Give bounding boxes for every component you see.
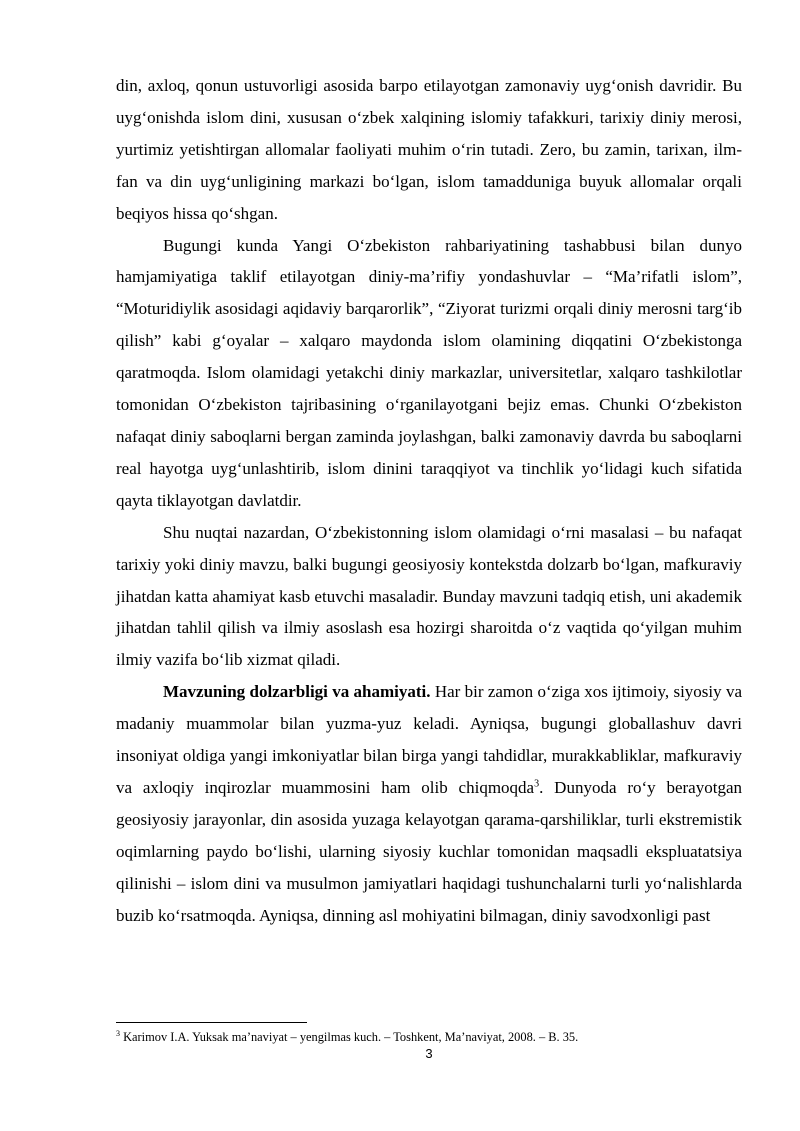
paragraph-3: Shu nuqtai nazardan, O‘zbekistonning islom olamidagi o‘rni masalasi – bu nafaqat tarixiy yoki diniy mavzu, balki bugungi geosiyosiy kontekstda dolzarb bo‘lgan, mafkuraviy jihatdan katta ahamiyat kasb etuvchi masaladir. Bunday mavzuni tadqiq etish, uni akademik jihatdan tahlil qilish va ilmiy asoslash esa hozirgi sharoitda o‘z vaqtida qo‘yilgan muhim ilmiy vazifa bo‘lib xizmat qiladi. [116, 522, 742, 670]
paragraph-1: din, axloq, qonun ustuvorligi asosida barpo etilayotgan zamonaviy uyg‘onish davridir. Bu uyg‘onishda islom dini, xususan o‘zbek xalqining islomiy tafakkuri, tarixiy diniy merosi, yurtimiz yetishtirgan allomalar faoliyati muhim o‘rin tutadi. Zero, bu zamin, tarixan, ilm-fan va din uyg‘unligining markazi bo‘lgan, islom tamadduniga buyuk allomalar orqali beqiyos hissa qo‘shgan. [116, 76, 742, 223]
paragraph-4-text-a: Har bir zamon o‘ziga xos ijtimoiy, siyosiy va madaniy muammolar bilan yuzma-yuz keladi. Ayniqsa, bugungi globallashuv davri insoniyat oldiga yangi imkoniyatlar bilan birga yangi tahdidlar, murakkabliklar, mafkuraviy va axloqiy inqirozlar muammosini ham olib chiqmoqda [116, 682, 743, 797]
body-text [116, 70, 742, 931]
section-heading: Mavzuning dolzarbligi va ahamiyati. [163, 682, 431, 702]
paragraph-2: Bugungi kunda Yangi O‘zbekiston rahbariyatining tashabbusi bilan dunyo hamjamiyatiga taklif etilayotgan diniy-ma’rifiy yondashuvlar – “Ma’rifatli islom”, “Moturidiylik asosidagi aqidaviy barqarorlik”, “Ziyorat turizmi orqali diniy merosni targ‘ib qilish” kabi g‘oyalar – xalqaro maydonda islom olamining diqqatini O‘zbekistonga qaratmoqda. Islom olamidagi yetakchi diniy markazlar, universitetlar, xalqaro tashkilotlar tomonidan O‘zbekiston tajribasining o‘rganilayotgani bejiz emas. Chunki O‘zbekiston nafaqat diniy saboqlarni bergan zaminda joylashgan, balki zamonaviy davrda bu saboqlarni real hayotga uyg‘unlashtirib, islom dinini taraqqiyot va tinchlik yo‘lidagi kuch sifatida qayta tiklayotgan davlatdir. [116, 235, 742, 510]
footnote-number: 3 [116, 1028, 120, 1038]
footnote-divider [116, 1022, 307, 1023]
footnote-reference: 3 [534, 778, 540, 790]
footnote-text: Karimov I.A. Yuksak ma’naviyat – yengilmas kuch. – Toshkent, Ma’naviyat, 2008. – B. 35. [120, 1030, 579, 1044]
footnote [116, 1030, 742, 1045]
paragraph-4-text-b: . Dunyoda ro‘y berayotgan geosiyosiy jarayonlar, din asosida yuzaga kelayotgan qarama-qarshiliklar, turli ekstremistik oqimlarning paydo bo‘lishi, ularning siyosiy kuchlar tomonidan maqsadli ekspluatatsiya qilinishi – islom dini va musulmon jamiyatlari haqidagi tushunchalarni turli yo‘nalishlarda buzib ko‘rsatmoqda. Ayniqsa, dinning asl mohiyatini bilmagan, diniy savodxonligi past [116, 777, 742, 925]
paragraph-4 [116, 676, 742, 931]
page-number: 3 [425, 1046, 433, 1061]
